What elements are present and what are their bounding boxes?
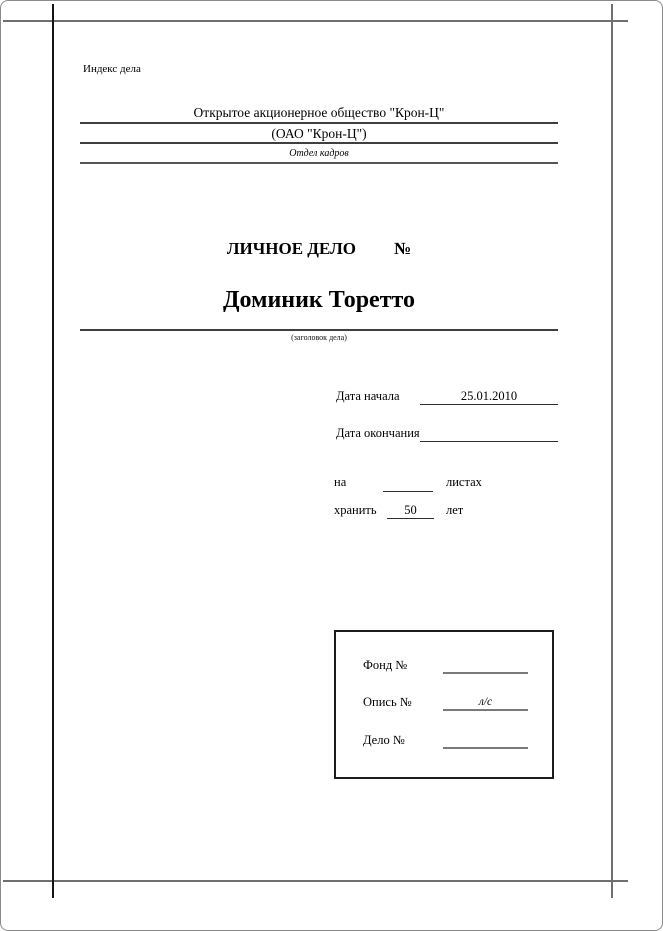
- case-person-name: Доминик Торетто: [223, 287, 415, 313]
- margin-line-bottom: [3, 880, 628, 882]
- margin-line-left: [52, 4, 54, 898]
- margin-line-top: [3, 20, 628, 22]
- number-sign: №: [394, 239, 412, 258]
- case-number-field[interactable]: [443, 733, 528, 749]
- case-number-label: Дело №: [363, 733, 405, 747]
- document-title-label: ЛИЧНОЕ ДЕЛО: [226, 239, 356, 258]
- end-date-label: Дата окончания: [336, 426, 420, 440]
- keep-label: хранить: [334, 503, 377, 517]
- margin-line-right: [611, 4, 613, 898]
- sheets-on-label: на: [334, 475, 347, 489]
- department-name: Отдел кадров: [80, 146, 558, 164]
- sheets-count-field[interactable]: [383, 475, 433, 492]
- case-heading-line: [80, 329, 558, 331]
- start-date-label: Дата начала: [336, 389, 400, 403]
- org-name-full: Открытое акционерное общество "Крон-Ц": [80, 104, 558, 124]
- keep-years-field[interactable]: 50: [387, 502, 434, 519]
- inventory-label: Опись №: [363, 695, 412, 709]
- document-title: [80, 240, 558, 258]
- case-index-label: Индекс дела: [83, 63, 141, 75]
- org-name-short: (ОАО "Крон-Ц"): [80, 126, 558, 144]
- inventory-field[interactable]: л/с: [443, 695, 528, 711]
- fund-label: Фонд №: [363, 658, 408, 672]
- years-label: лет: [446, 503, 464, 517]
- end-date-field[interactable]: [420, 425, 558, 442]
- case-heading-caption: (заголовок дела): [291, 333, 347, 342]
- sheets-label: листах: [446, 475, 482, 489]
- fund-field[interactable]: [443, 658, 528, 674]
- start-date-field[interactable]: 25.01.2010: [420, 388, 558, 405]
